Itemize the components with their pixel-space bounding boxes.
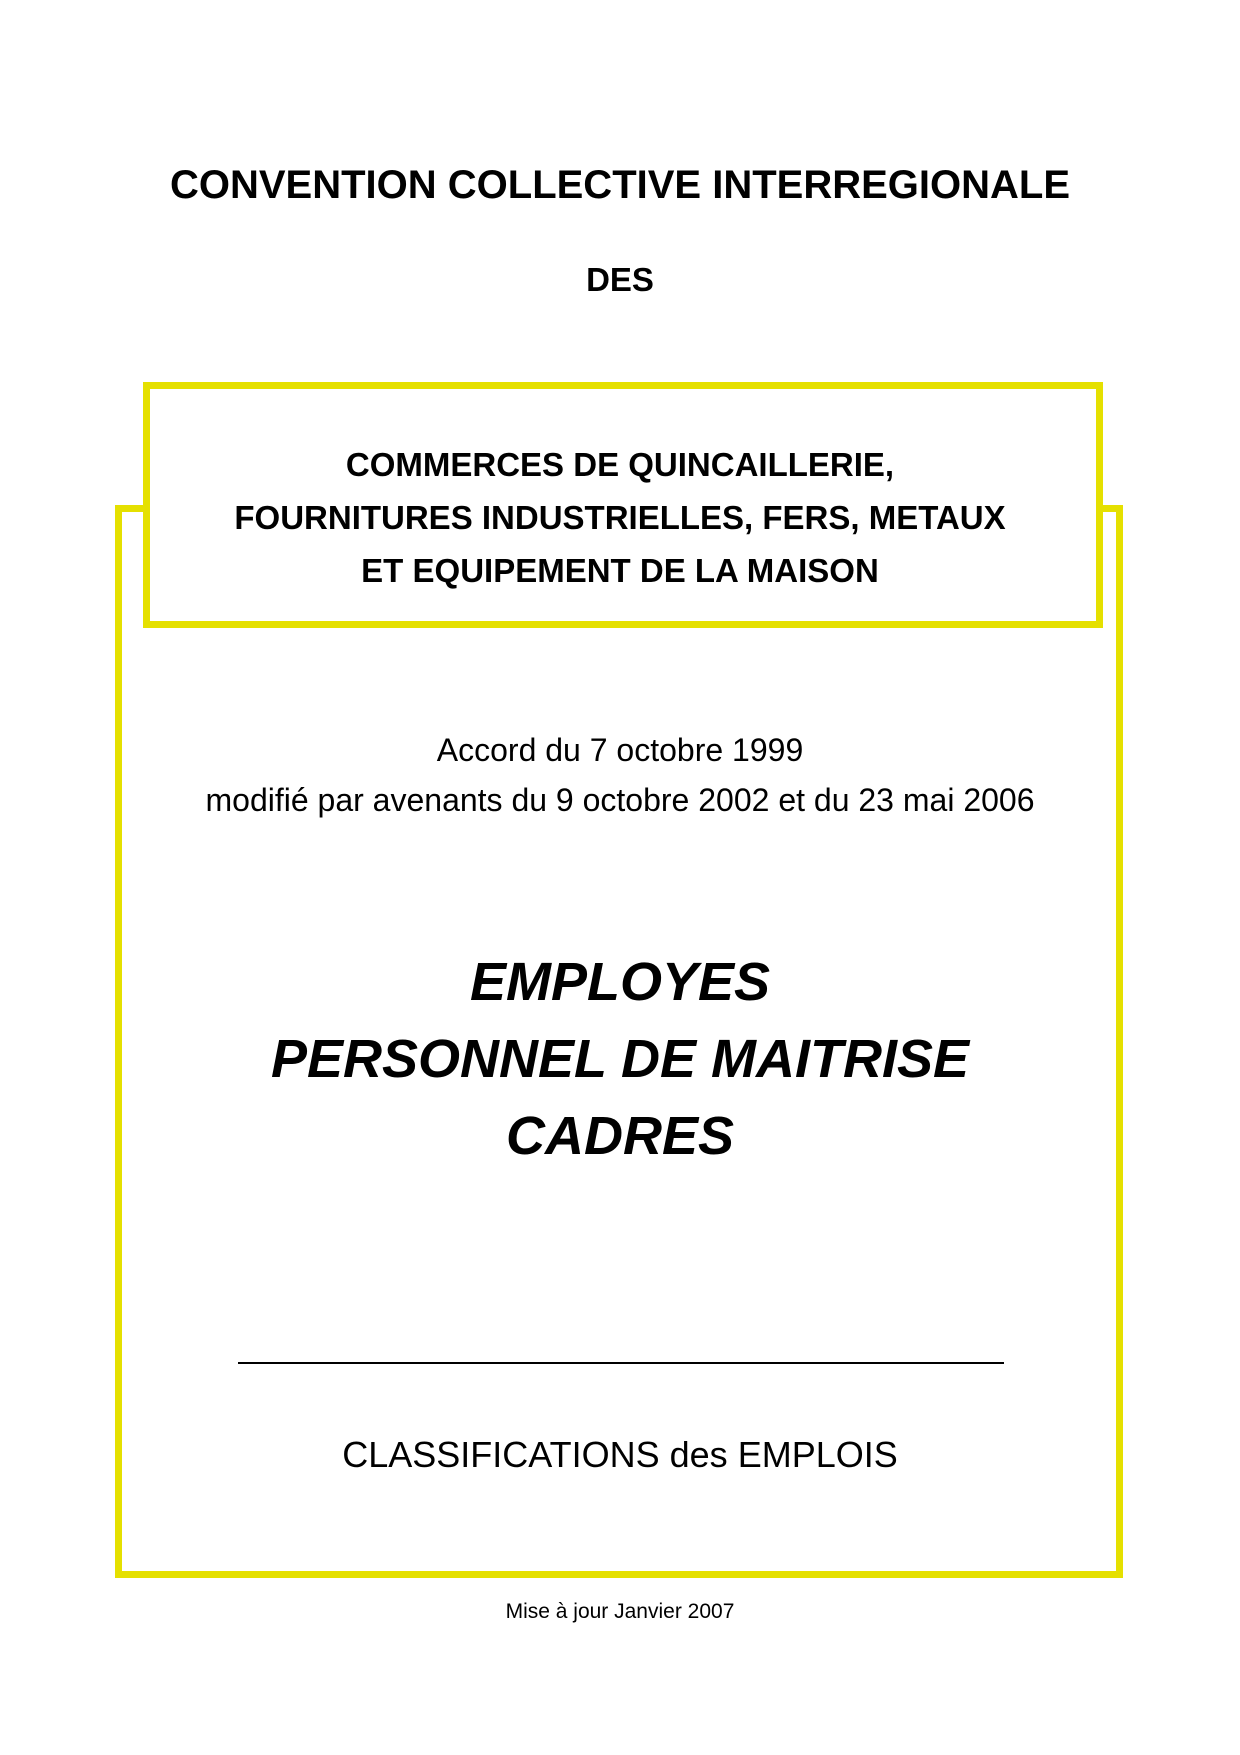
sector-block: [0, 438, 1240, 597]
category-employes: EMPLOYES: [469, 952, 771, 1012]
sector-line-2: FOURNITURES INDUSTRIELLES, FERS, METAUX: [234, 499, 1006, 536]
document-subject: CLASSIFICATIONS des EMPLOIS: [342, 1434, 898, 1475]
update-note: Mise à jour Janvier 2007: [505, 1600, 735, 1623]
category-cadres: CADRES: [505, 1106, 735, 1166]
sector-line-1: COMMERCES DE QUINCAILLERIE,: [345, 446, 895, 483]
agreement-date: Accord du 7 octobre 1999: [436, 732, 804, 768]
staff-categories: [0, 944, 1240, 1175]
title-connector: DES: [586, 261, 654, 298]
agreement-amendments: modifié par avenants du 9 octobre 2002 et du 23 mai 2006: [205, 782, 1035, 818]
agreement-block: [0, 725, 1240, 825]
category-maitrise: PERSONNEL DE MAITRISE: [270, 1029, 970, 1089]
sector-line-3: ET EQUIPEMENT DE LA MAISON: [361, 552, 879, 589]
document-title: CONVENTION COLLECTIVE INTERREGIONALE: [169, 163, 1071, 207]
divider-line: [238, 1362, 1004, 1364]
